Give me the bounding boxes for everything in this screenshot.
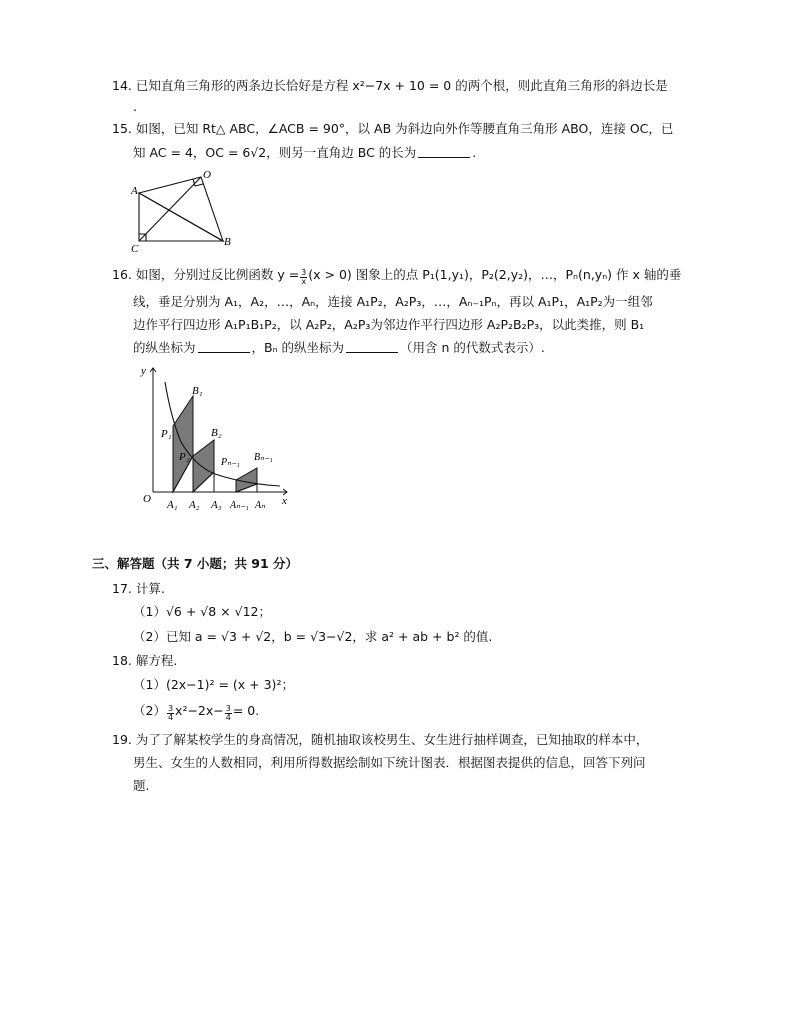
q16-line3: 边作平行四边形 A₁P₁B₁P₂，以 A₂P₂，A₂P₃为邻边作平行四边形 A₂P₂B₂P₃，以此类推，则 B₁ — [133, 317, 645, 332]
q17-part1: （1）√6 + √8 × √12； — [133, 604, 272, 619]
label-an1: Aₙ₋₁ — [230, 500, 249, 511]
section-heading: 三、解答题（共 7 小题；共 91 分） — [92, 556, 299, 571]
label-an: Aₙ — [255, 500, 266, 511]
label-o: O — [143, 493, 151, 505]
label-p2: P₂ — [179, 451, 190, 463]
label-x: x — [282, 495, 287, 507]
q14-line1: 14. 已知直角三角形的两条边长恰好是方程 x²−7x + 10 = 0 的两个根，则此直角三角形的斜边长是 — [112, 78, 668, 93]
label-p1: P₁ — [161, 428, 172, 440]
q15-line1: 15. 如图，已知 Rt△ ABC，∠ACB = 90°，以 AB 为斜边向外作等腰直角三角形 ABO，连接 OC，已 — [112, 121, 674, 136]
q15-line2 — [133, 144, 476, 162]
q16-figure — [135, 362, 295, 516]
label-a: A — [131, 185, 138, 197]
label-bn1: Bₙ₋₁ — [254, 452, 273, 463]
label-a2: A₂ — [189, 499, 200, 511]
q16-line1-pre: 16. 如图，分别过反比例函数 y = — [112, 267, 300, 282]
q16-line1 — [112, 266, 681, 286]
q14-line2: . — [133, 99, 137, 114]
label-a3: A₃ — [211, 499, 222, 511]
label-o: O — [203, 169, 211, 181]
label-c: C — [131, 243, 139, 255]
label-b: B — [224, 236, 231, 248]
q16-line1-post: (x > 0) 图象上的点 P₁(1,y₁)，P₂(2,y₂)，…，Pₙ(n,yₙ) 作 x 轴的垂 — [308, 267, 682, 282]
q15-line2-text: 知 AC = 4，OC = 6√2，则另一直角边 BC 的长为 — [133, 145, 417, 160]
q18-part1: （1）(2x−1)² = (x + 3)²； — [133, 677, 294, 692]
fraction-3-4: $\frac{3}{4}$ — [167, 704, 174, 722]
q15-line2-end: . — [472, 145, 477, 160]
fraction-3-over-x: $\frac{3}{x}$ — [301, 268, 307, 286]
label-pn1: Pₙ₋₁ — [221, 457, 240, 468]
q18-part2: （2） $\frac{3}{4}$ x²−2x− $\frac{3}{4}$ = 0. — [133, 703, 260, 722]
q17-title: 17. 计算. — [112, 581, 165, 596]
label-y: y — [141, 365, 146, 377]
q19-line3: 题. — [133, 778, 150, 793]
fraction-3-4-b: $\frac{3}{4}$ — [225, 704, 231, 722]
answer-blank — [418, 145, 470, 158]
q16-line4: 的纵坐标为 ，Bₙ 的纵坐标为 （用含 n 的代数式表示）. — [133, 340, 545, 355]
label-a1: A₁ — [167, 499, 178, 511]
q17-part2: （2）已知 a = √3 + √2，b = √3−√2，求 a² + ab + b² 的值. — [133, 629, 493, 644]
q18-title: 18. 解方程. — [112, 653, 178, 668]
parallelogram-2 — [193, 440, 214, 492]
q16-line2: 线，垂足分别为 A₁，A₂，…，Aₙ，连接 A₁P₂，A₂P₃，…，Aₙ₋₁Pₙ，再以 A₁P₁，A₁P₂为一组邻 — [133, 294, 653, 309]
parallelogram-1 — [173, 396, 193, 492]
label-b1: B₁ — [192, 385, 203, 397]
label-b2: B₂ — [211, 427, 222, 439]
q19-line1: 19. 为了了解某校学生的身高情况，随机抽取该校男生、女生进行抽样调查，已知抽取的样本中， — [112, 732, 649, 747]
answer-blank-b1 — [198, 340, 250, 353]
q15-figure — [128, 165, 238, 255]
answer-blank-bn — [346, 340, 398, 353]
segment-oc — [139, 177, 201, 241]
triangle-abo — [139, 177, 223, 241]
q19-line2: 男生、女生的人数相同，利用所得数据绘制如下统计图表．根据图表提供的信息，回答下列问 — [133, 755, 646, 770]
